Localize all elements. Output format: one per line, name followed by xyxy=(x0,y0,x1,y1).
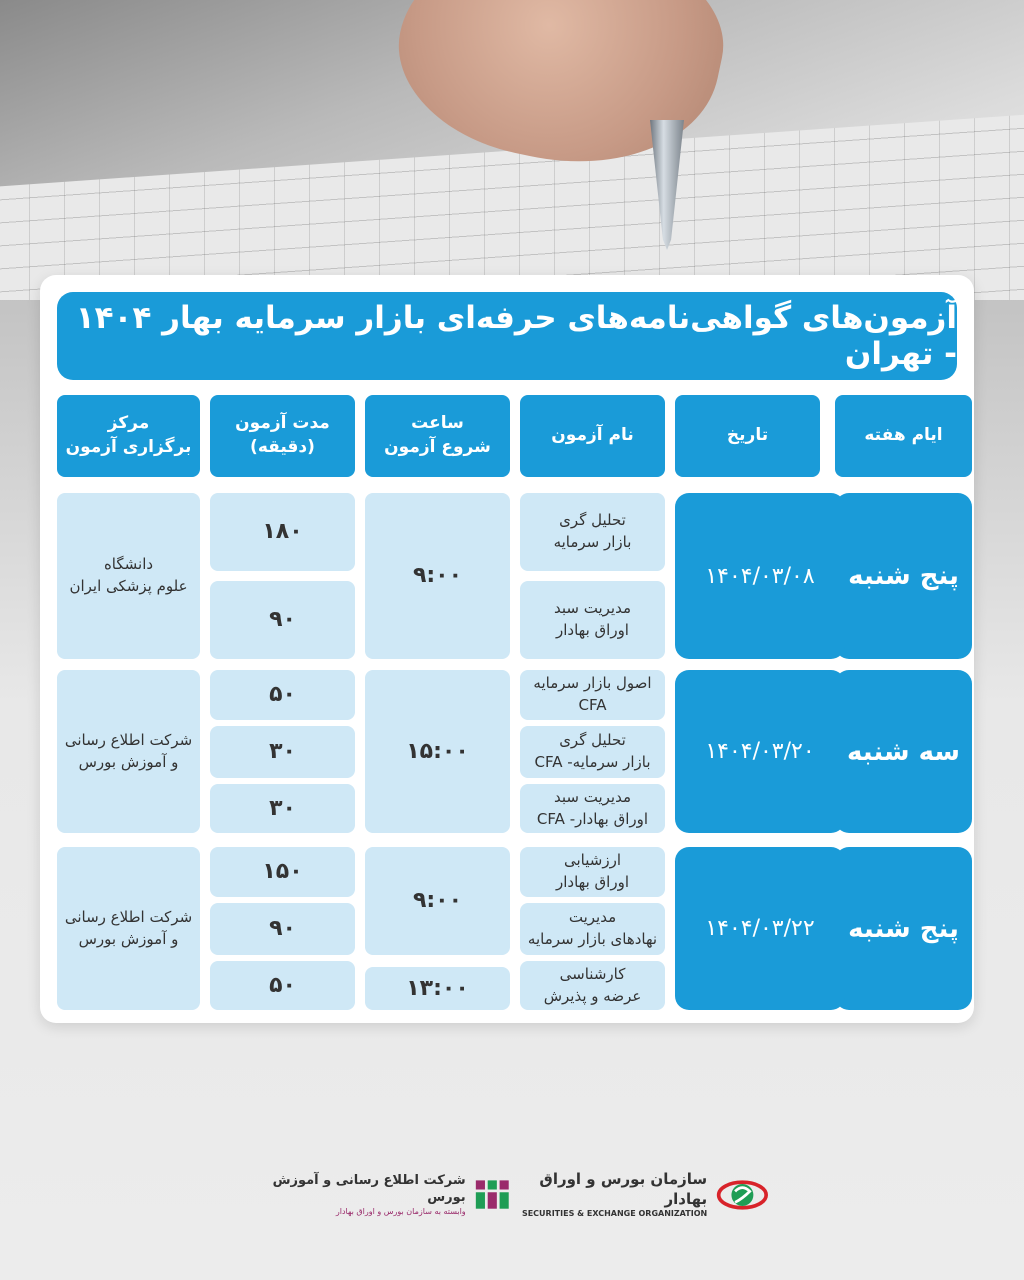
ifb-name: شرکت اطلاع رسانی و آموزش بورس xyxy=(272,1172,466,1205)
start-time-cell: ۹:۰۰ xyxy=(365,493,510,659)
seo-logo xyxy=(510,1170,770,1219)
ifb-subtitle: وابسته به سازمان بورس و اوراق بهادار xyxy=(335,1206,466,1216)
schedule-card xyxy=(40,275,974,1023)
seo-name: سازمان بورس و اوراق بهادار xyxy=(539,1170,708,1208)
exam-name-cell: تحلیل گری بازار سرمایه xyxy=(520,493,665,571)
header-center: مرکز برگزاری آزمون xyxy=(57,395,200,477)
header-weekday: ایام هفته xyxy=(835,395,972,477)
header-start-time: ساعت شروع آزمون xyxy=(365,395,510,477)
ifb-logo xyxy=(250,1173,510,1217)
duration-cell: ۵۰ xyxy=(210,961,355,1010)
duration-cell: ۹۰ xyxy=(210,581,355,659)
weekday-cell: سه شنبه xyxy=(835,670,972,833)
exam-name-cell: اصول بازار سرمایه CFA xyxy=(520,670,665,720)
exam-name-cell: مدیریت سبد اوراق بهادار xyxy=(520,581,665,659)
seo-english-name: SECURITIES & EXCHANGE ORGANIZATION xyxy=(521,1209,708,1219)
ifb-emblem-icon xyxy=(474,1175,511,1215)
duration-cell: ۵۰ xyxy=(210,670,355,720)
footer-logos xyxy=(250,1160,770,1230)
duration-cell: ۹۰ xyxy=(210,903,355,955)
exam-name-cell: مدیریت نهادهای بازار سرمایه xyxy=(520,903,665,955)
duration-cell: ۱۸۰ xyxy=(210,493,355,571)
start-time-cell: ۹:۰۰ xyxy=(365,847,510,955)
start-time-cell: ۱۳:۰۰ xyxy=(365,967,510,1010)
exam-name-cell: کارشناسی عرضه و پذیرش xyxy=(520,961,665,1010)
date-cell: ۱۴۰۴/۰۳/۰۸ xyxy=(675,493,845,659)
header-duration: مدت آزمون (دقیقه) xyxy=(210,395,355,477)
date-cell: ۱۴۰۴/۰۳/۲۰ xyxy=(675,670,845,833)
exam-name-cell: تحلیل گری بازار سرمایه- CFA xyxy=(520,726,665,778)
center-cell: دانشگاه علوم پزشکی ایران xyxy=(57,493,200,659)
exam-name-cell: ارزشیابی اوراق بهادار xyxy=(520,847,665,897)
exam-name-cell: مدیریت سبد اوراق بهادار- CFA xyxy=(520,784,665,833)
center-cell: شرکت اطلاع رسانی و آموزش بورس xyxy=(57,847,200,1010)
duration-cell: ۳۰ xyxy=(210,784,355,833)
date-cell: ۱۴۰۴/۰۳/۲۲ xyxy=(675,847,845,1010)
center-cell: شرکت اطلاع رسانی و آموزش بورس xyxy=(57,670,200,833)
start-time-cell: ۱۵:۰۰ xyxy=(365,670,510,833)
header-photo xyxy=(0,0,1024,300)
header-date: تاریخ xyxy=(675,395,820,477)
weekday-cell: پنج شنبه xyxy=(835,493,972,659)
weekday-cell: پنج شنبه xyxy=(835,847,972,1010)
duration-cell: ۱۵۰ xyxy=(210,847,355,897)
header-exam-name: نام آزمون xyxy=(520,395,665,477)
seo-emblem-icon xyxy=(715,1173,770,1217)
duration-cell: ۳۰ xyxy=(210,726,355,778)
page-title: آزمون‌های گواهی‌نامه‌های حرفه‌ای بازار سرمایه بهار ۱۴۰۴ - تهران xyxy=(57,292,957,380)
